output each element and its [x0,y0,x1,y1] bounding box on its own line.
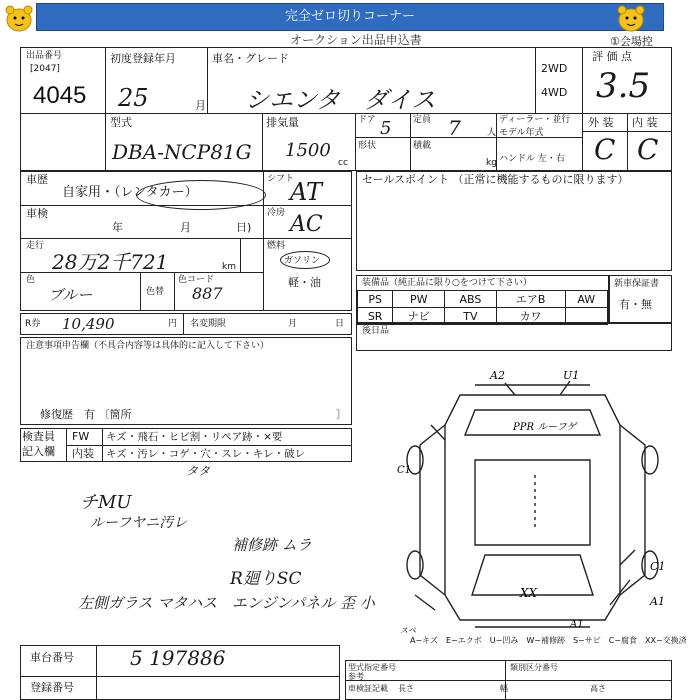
chassis-label: 車台番号 [30,651,74,664]
spec-width: 幅 [500,684,508,693]
inspection-year: 年 [112,221,123,234]
fuel-circle [280,251,330,269]
diagram-a1: A1 [650,595,665,608]
name-change-day: 日 [335,319,345,329]
diagram-u1: U1 [563,369,580,382]
chassis-value: 5 197886 [130,646,226,670]
color-label: 色 [26,275,36,285]
model-value: DBA-NCP81G [112,140,252,164]
usage-options: 自家用・（レンタカー） [62,185,198,200]
first-reg-month: 月 [195,99,206,112]
dealer-label: ディーラー・並行 [499,115,571,125]
form-title: オークション出品申込書 [290,33,422,47]
color-tone-label: 色替 [146,287,165,297]
checker-label-1: 検査員 [22,430,55,443]
inspection-day: 日) [236,221,252,234]
diagram-a2: A2 [490,369,505,382]
sales-point-frame [356,171,672,271]
capacity-unit: 人 [487,128,497,138]
model-year-label: モデル年式 [499,128,544,138]
diagram-c1b: C1 [650,560,666,573]
inspection-label: 車検 [26,207,48,220]
loading-label: 積載 [413,141,432,151]
int-label: 内 装 [632,116,658,129]
name-change-month: 月 [288,319,298,329]
loading-unit: kg [486,158,497,168]
spec-class-label: 類別区分番号 [510,663,558,672]
equip-abs: ABS [445,291,497,308]
checker-row1: キズ・飛石・ヒビ割・リペア跡・×要 [106,431,283,443]
doors-label: ドア [358,115,376,125]
mascot-left-icon [2,3,36,33]
ac-label: 冷房 [267,208,286,218]
note-5: 左側ガラス マタハス [78,594,218,612]
car-diagram [395,365,685,635]
spec-cert-label: 車検証記載 [348,684,388,693]
equip-leather: カワ [496,308,565,325]
registration-label: 登録番号 [30,681,74,694]
inspection-month: 月 [180,221,191,234]
note-2: ルーフヤニ汚レ [90,515,188,531]
color-value: ブルー [48,286,93,304]
doors-value: 5 [380,118,392,139]
color-code: 887 [192,284,223,303]
capacity-label: 定員 [413,115,432,125]
score-value: 3.5 [596,66,651,106]
notes-label: 注意事項申告欄（不具合内容等は具体的に記入して下さい） [26,341,270,351]
diagram-c1a: C1 [397,465,412,476]
equipment-table [357,290,608,325]
diagram-a1b: A1 [570,619,584,630]
car-roof [475,460,590,545]
first-reg-label: 初度登録年月 [110,52,176,65]
warranty-label: 新車保証書 [614,279,660,289]
displacement-value: 1500 [285,140,331,161]
banner-title: 完全ゼロ切りコーナー [36,3,664,31]
equip-ps: PS [358,291,393,308]
spec-height: 高さ [590,684,606,693]
displacement-unit: cc [338,158,348,168]
model-label: 型式 [110,116,132,129]
rear-frame [356,323,672,351]
recycle-value: 10,490 [62,315,115,333]
car-right-side [620,425,645,595]
note-4: R廻りSC [230,569,302,589]
mileage-unit: km [222,262,236,272]
mileage-label: 走行 [26,241,45,251]
sales-point-label: セールスポイント （正常に機能するものに限ります） [362,173,629,186]
drive-4wd: 4WD [541,86,568,99]
repair-label: 修復歴 有 〔箇所 [40,408,132,421]
capacity-value: 7 [448,116,461,140]
spec-model-label: 型式指定番号 [348,663,396,672]
repair-close: 〕 [336,408,347,421]
note-1: チMU [80,492,132,513]
ac-value: AC [290,212,323,237]
first-reg-year: 25 [118,84,149,112]
rear-label: 後日品 [362,326,390,336]
fuel-options: 軽・油 [288,276,321,289]
recycle-label: R券 [25,319,41,329]
note-fw-mark: タタ [186,464,211,478]
checker-interior: 内装 [72,447,94,460]
recycle-unit: 円 [168,319,178,329]
usage-label: 車歴 [26,173,48,186]
spec-length: 長さ [398,684,414,693]
diagram-xx: XX [520,586,538,600]
equip-navi: ナビ [393,308,445,325]
color-code-label: 色コード [178,275,215,285]
car-left-side [420,425,445,595]
car-name-label: 車名・グレード [212,52,289,65]
fuel-gasoline: ガソリン [284,256,321,266]
mascot-right-icon [614,3,648,33]
lot-number: 4045 [33,82,87,109]
shift-value: AT [290,178,323,206]
legend: A−キズ E−エクボ U−凹み W−補修跡 S−サビ C−腐食 XX−交換済 [410,636,687,645]
diagram-sumi: スペ [400,626,416,635]
checker-label-2: 記入欄 [22,445,55,458]
ext-label: 外 装 [588,116,614,129]
equip-sr: SR [358,308,393,325]
name-change-label: 名変期限 [190,319,227,329]
equipment-label: 装備品（純正品に限り○をつけて下さい） [362,278,532,288]
lot-sub-number: [2047] [30,64,60,74]
note-3: 補修跡 ムラ [232,536,312,554]
score-label: 評 価 点 [592,50,632,63]
car-name-value: シエンタ ダイス [245,86,436,114]
equip-aw: AW [565,291,607,308]
checker-row2: キズ・汚レ・コゲ・穴・スレ・キレ・破レ [106,448,306,460]
shape-label: 形状 [358,141,377,151]
equip-pw: PW [393,291,445,308]
fuel-label: 燃料 [267,241,286,251]
warranty-value: 有・無 [619,298,652,311]
ext-value: C [594,133,616,166]
equip-airbag: エアB [496,291,565,308]
note-6: エンジンパネル 歪 小 [232,594,375,612]
venue-note: ①会場控 [610,35,653,48]
spec-ref: 参考 [348,672,364,681]
mileage-value: 28万2千721 [52,250,169,274]
drive-2wd: 2WD [541,62,568,75]
shift-label: シフト [267,174,295,184]
equip-tv: TV [445,308,497,325]
checker-fw: FW [72,430,90,443]
diagram-ppr: PPR ルーフゲ [513,422,577,433]
int-value: C [637,133,659,166]
displacement-label: 排気量 [266,116,299,129]
handle-label: ハンドル 左・右 [499,154,565,164]
lot-label: 出品番号 [26,51,63,61]
